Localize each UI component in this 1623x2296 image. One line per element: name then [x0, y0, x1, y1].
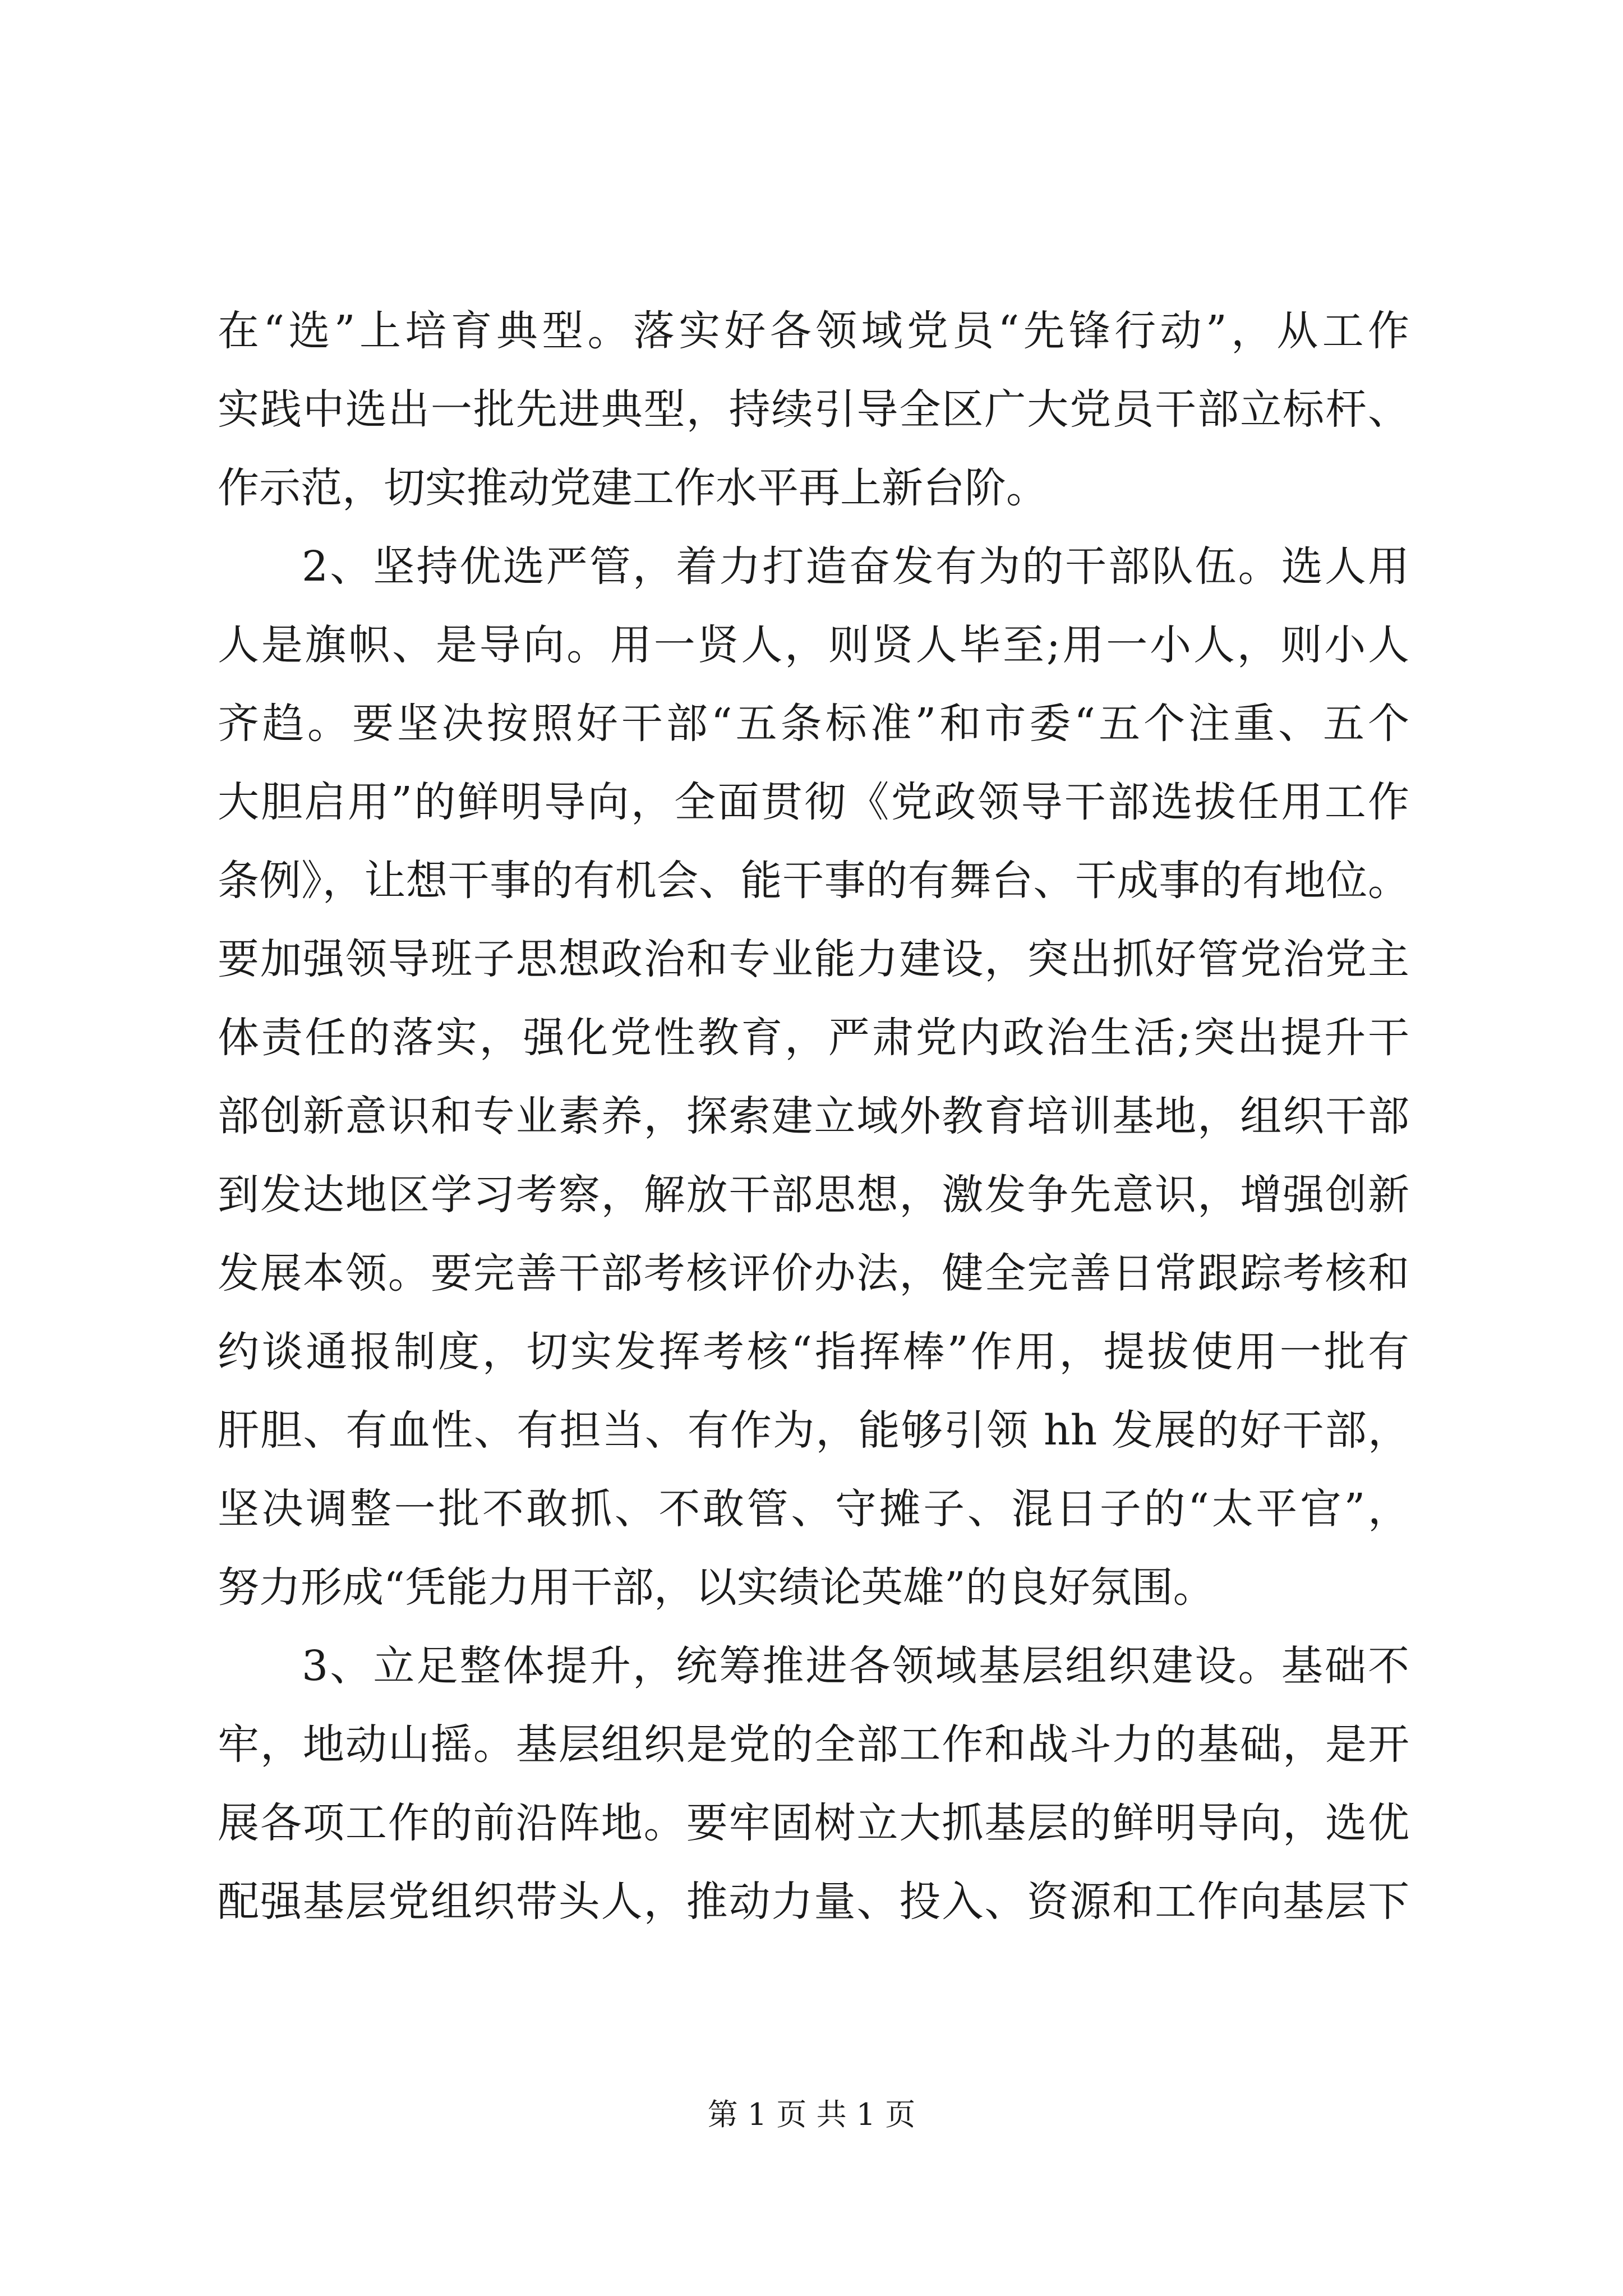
text-line: 齐趋。要坚决按照好干部“五条标准”和市委“五个注重、五个 — [218, 700, 1409, 748]
text-line: 3、立足整体提升，统筹推进各领域基层组织建设。基础不 — [302, 1642, 1409, 1690]
text-line: 发展本领。要完善干部考核评价办法，健全完善日常跟踪考核和 — [218, 1249, 1409, 1297]
text-line: 约谈通报制度，切实发挥考核“指挥棒”作用，提拔使用一批有 — [218, 1328, 1409, 1376]
document-body — [218, 292, 1409, 1941]
text-line: 在“选”上培育典型。落实好各领域党员“先锋行动”，从工作 — [218, 307, 1409, 355]
text-line: 努力形成“凭能力用干部，以实绩论英雄”的良好氛围。 — [218, 1563, 1215, 1612]
page-footer: 第 1 页 共 1 页 — [707, 2097, 916, 2132]
text-line: 肝胆、有血性、有担当、有作为，能够引领 hh 发展的好干部， — [218, 1406, 1409, 1455]
text-line: 作示范，切实推动党建工作水平再上新台阶。 — [218, 464, 1048, 512]
text-line: 2、坚持优选严管，着力打造奋发有为的干部队伍。选人用 — [302, 542, 1409, 591]
text-line: 牢，地动山摇。基层组织是党的全部工作和战斗力的基础，是开 — [218, 1720, 1409, 1769]
text-line: 部创新意识和专业素养，探索建立域外教育培训基地，组织干部 — [218, 1092, 1409, 1140]
text-line: 配强基层党组织带头人，推动力量、投入、资源和工作向基层下 — [218, 1878, 1409, 1926]
text-line: 人是旗帜、是导向。用一贤人，则贤人毕至;用一小人，则小人 — [218, 621, 1409, 669]
text-line: 实践中选出一批先进典型，持续引导全区广大党员干部立标杆、 — [218, 385, 1409, 434]
text-line: 到发达地区学习考察，解放干部思想，激发争先意识，增强创新 — [218, 1171, 1409, 1219]
text-line: 条例》，让想干事的有机会、能干事的有舞台、干成事的有地位。 — [218, 857, 1409, 905]
text-line: 大胆启用”的鲜明导向，全面贯彻《党政领导干部选拔任用工作 — [218, 778, 1409, 826]
text-line: 要加强领导班子思想政治和专业能力建设，突出抓好管党治党主 — [218, 935, 1409, 983]
text-line: 体责任的落实，强化党性教育，严肃党内政治生活;突出提升干 — [218, 1014, 1409, 1062]
text-line: 展各项工作的前沿阵地。要牢固树立大抓基层的鲜明导向，选优 — [218, 1799, 1409, 1847]
text-line: 坚决调整一批不敢抓、不敢管、守摊子、混日子的“太平官”， — [218, 1485, 1409, 1533]
